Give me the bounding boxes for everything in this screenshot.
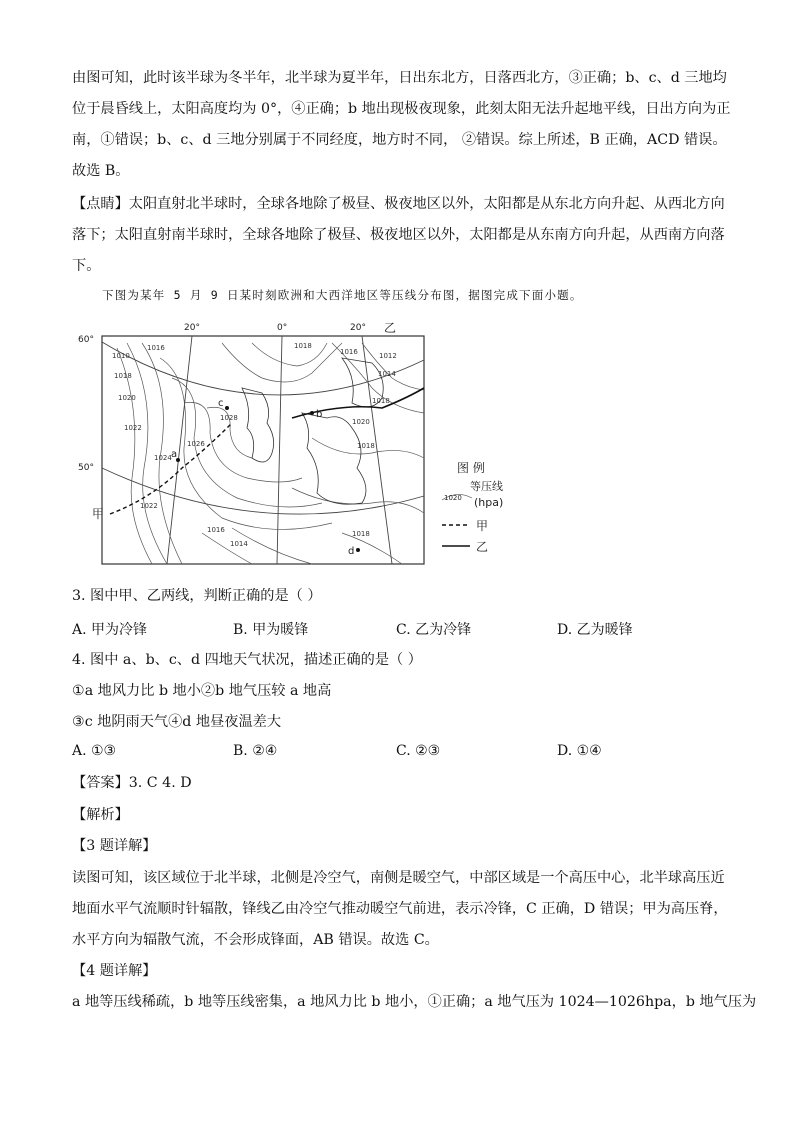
point-d-label: d [348, 546, 355, 557]
svg-text:1018: 1018 [114, 372, 132, 380]
lon-0-label: 0° [277, 323, 288, 333]
isobar-map [72, 318, 542, 570]
q3-option-a: A. 甲为冷锋 [72, 622, 148, 638]
svg-text:1020: 1020 [118, 394, 136, 402]
q3-detail-line: 读图可知，该区域位于北半球，北侧是冷空气，南侧是暖空气，中部区域是一个高压中心，北半球高压近 [72, 870, 725, 886]
point-c-label: c [218, 398, 224, 409]
tip-line: 落下；太阳直射南半球时，全球各地除了极昼、极夜地区以外，太阳都是从东南方向升起，从西南方向落 [72, 227, 725, 243]
jia-label: 甲 [92, 507, 105, 521]
point-c-dot [225, 406, 229, 410]
point-d-dot [356, 548, 360, 552]
q4-option-c: C. ②③ [396, 743, 441, 759]
svg-text:1010: 1010 [112, 352, 130, 360]
q4-option-b: B. ②④ [233, 743, 278, 759]
svg-text:1022: 1022 [140, 502, 158, 510]
q3-detail-line: 地面水平气流顺时针辐散，锋线乙由冷空气推动暖空气前进，表示冷锋，C 正确，D 错误；甲为高压脊， [72, 901, 728, 917]
svg-text:1016: 1016 [340, 348, 358, 356]
svg-text:1022: 1022 [124, 424, 142, 432]
text-line: 故选 B。 [72, 163, 130, 179]
q4-option-d: D. ①④ [557, 743, 602, 759]
q3-option-c: C. 乙为冷锋 [396, 622, 472, 638]
q4-statement: ③c 地阴雨天气④d 地昼夜温差大 [72, 714, 282, 730]
lat-50-label: 50° [78, 463, 94, 473]
q4-detail-line: a 地等压线稀疏，b 地等压线密集，a 地风力比 b 地小，①正确；a 地气压为 1024—1026hpa，b 地气压为 [72, 994, 757, 1010]
q4-detail-heading: 【4 题详解】 [72, 963, 157, 979]
svg-text:1018: 1018 [372, 397, 390, 405]
q4-stem: 4. 图中 a、b、c、d 四地天气状况，描述正确的是（ ） [72, 652, 422, 668]
q3-option-b: B. 甲为暖锋 [233, 622, 309, 638]
point-b-label: b [316, 409, 323, 420]
map-legend [442, 460, 503, 554]
q3-stem: 3. 图中甲、乙两线，判断正确的是（ ） [72, 588, 322, 604]
tip-line: 下。 [72, 258, 101, 274]
text-line: 南，①错误；b、c、d 三地分别属于不同经度，地方时不同， ②错误。综上所述，B 正确，ACD 错误。 [72, 132, 727, 148]
tip-line: 【点睛】太阳直射北半球时，全球各地除了极昼、极夜地区以外，太阳都是从东北方向升起、从西北方向 [72, 196, 725, 212]
svg-text:1016: 1016 [207, 526, 225, 534]
svg-text:1012: 1012 [379, 352, 397, 360]
q3-option-d: D. 乙为暖锋 [557, 622, 633, 638]
lat-60-label: 60° [78, 335, 94, 345]
answer-line: 【答案】3. C 4. D [72, 775, 192, 791]
analysis-heading: 【解析】 [72, 807, 129, 823]
svg-text:1024: 1024 [154, 454, 172, 462]
q3-detail-heading: 【3 题详解】 [72, 838, 157, 854]
legend-jia: 甲 [476, 519, 489, 533]
legend-isobar-unit: (hpa) [474, 496, 504, 509]
legend-isobar-label: 等压线 [470, 480, 503, 493]
svg-text:1014: 1014 [230, 540, 248, 548]
legend-title: 图 例 [457, 461, 485, 475]
svg-text:1018: 1018 [294, 342, 312, 350]
text-line: 由图可知，此时该半球为冬半年，北半球为夏半年，日出东北方，日落西北方，③正确；b、c、d 三地均 [72, 70, 727, 86]
figure-caption: 下图为某年 5 月 9 日某时刻欧洲和大西洋地区等压线分布图，据图完成下面小题。 [102, 288, 583, 302]
svg-text:1028: 1028 [220, 414, 238, 422]
legend-yi: 乙 [476, 540, 489, 554]
q3-detail-line: 水平方向为辐散气流，不会形成锋面，AB 错误。故选 C。 [72, 932, 439, 948]
map-frame [102, 336, 424, 564]
point-b-dot [310, 411, 314, 415]
lon-20e-label: 20° [350, 323, 366, 333]
point-a-label: a [171, 449, 178, 460]
svg-text:1026: 1026 [187, 440, 205, 448]
legend-isobar-sample: 1020 [444, 494, 462, 502]
q4-statement: ①a 地风力比 b 地小②b 地气压较 a 地高 [72, 683, 332, 699]
svg-text:1016: 1016 [147, 344, 165, 352]
svg-text:1014: 1014 [378, 370, 396, 378]
lon-20w-label: 20° [184, 323, 200, 333]
q4-option-a: A. ①③ [72, 743, 117, 759]
svg-text:1018: 1018 [357, 442, 375, 450]
text-line: 位于晨昏线上，太阳高度均为 0°，④正确；b 地出现极夜现象，此刻太阳无法升起地平线，日出方向为正 [72, 101, 731, 117]
svg-text:1018: 1018 [352, 530, 370, 538]
yi-label: 乙 [384, 321, 397, 335]
svg-text:1020: 1020 [352, 418, 370, 426]
